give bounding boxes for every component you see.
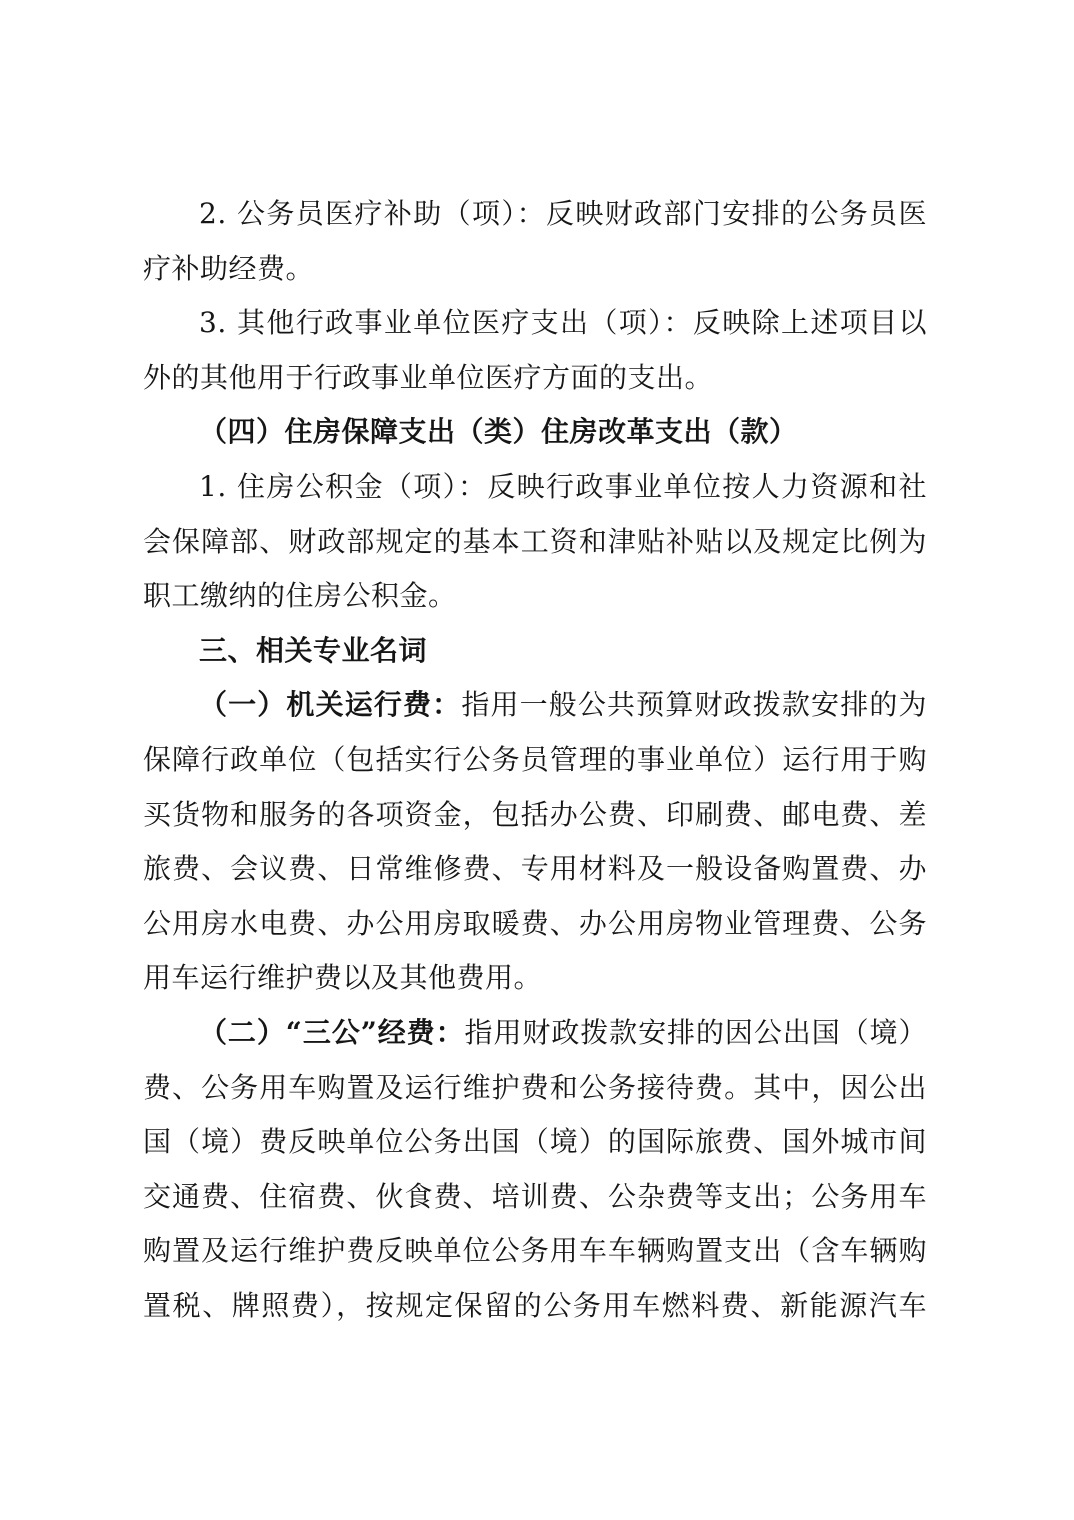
text-segment: 置税、牌照费），按规定保留的公务用车燃料费、新能源汽车: [143, 1288, 927, 1322]
text-line: [143, 187, 927, 242]
para-three-public-expenses: [143, 1006, 927, 1334]
text-line: [143, 515, 927, 570]
text-segment: 国（境）费反映单位公务出国（境）的国际旅费、国外城市间: [143, 1125, 927, 1159]
para-civil-servant-medical-subsidy: [143, 187, 927, 296]
text-line: [143, 1061, 927, 1116]
text-segment: 购置及运行维护费反映单位公务用车车辆购置支出（含车辆购: [143, 1234, 927, 1268]
text-segment: 会保障部、财政部规定的基本工资和津贴补贴以及规定比例为: [143, 524, 927, 558]
text-segment: 买货物和服务的各项资金，包括办公费、印刷费、邮电费、差: [143, 797, 927, 831]
text-segment: 外的其他用于行政事业单位医疗方面的支出。: [143, 360, 714, 394]
para-housing-provident-fund: [143, 460, 927, 624]
text-line: [143, 897, 927, 952]
text-line: [143, 1006, 927, 1061]
text-segment: 保障行政单位（包括实行公务员管理的事业单位）运行用于购: [143, 742, 927, 776]
text-segment: 交通费、住宿费、伙食费、培训费、公杂费等支出；公务用车: [143, 1179, 927, 1213]
text-segment: 用车运行维护费以及其他费用。: [143, 961, 543, 995]
document-body: [143, 187, 927, 1333]
text-line: [143, 842, 927, 897]
bold-text-segment: （一）机关运行费：: [199, 688, 462, 722]
text-line: [143, 296, 927, 351]
text-line: [143, 405, 927, 460]
text-line: [143, 1170, 927, 1225]
heading-housing-support-expense: [143, 405, 927, 460]
text-line: [143, 242, 927, 297]
text-segment: 职工缴纳的住房公积金。: [143, 579, 457, 613]
text-line: [143, 1224, 927, 1279]
text-line: [143, 678, 927, 733]
para-agency-operation-expense: [143, 678, 927, 1006]
text-segment: 公用房水电费、办公用房取暖费、办公用房物业管理费、公务: [143, 906, 927, 940]
text-line: [143, 624, 927, 679]
text-segment: 疗补助经费。: [143, 251, 315, 285]
text-segment: 1. 住房公积金（项）：反映行政事业单位按人力资源和社: [199, 469, 927, 503]
text-segment: 费、公务用车购置及运行维护费和公务接待费。其中，因公出: [143, 1070, 927, 1104]
text-line: [143, 1115, 927, 1170]
text-line: [143, 951, 927, 1006]
text-segment: 指用财政拨款安排的因公出国（境）: [464, 1015, 927, 1049]
text-segment: 旅费、会议费、日常维修费、专用材料及一般设备购置费、办: [143, 852, 927, 886]
text-line: [143, 788, 927, 843]
text-segment: 指用一般公共预算财政拨款安排的为: [461, 688, 927, 722]
para-other-admin-medical-expense: [143, 296, 927, 405]
text-line: [143, 460, 927, 515]
text-line: [143, 569, 927, 624]
text-line: [143, 351, 927, 406]
bold-text-segment: 三、相关专业名词: [199, 633, 428, 667]
bold-text-segment: （四）住房保障支出（类）住房改革支出（款）: [199, 415, 798, 449]
heading-related-terms: [143, 624, 927, 679]
text-line: [143, 733, 927, 788]
text-segment: 2. 公务员医疗补助（项）：反映财政部门安排的公务员医: [199, 197, 927, 230]
text-segment: 3. 其他行政事业单位医疗支出（项）：反映除上述项目以: [199, 306, 927, 340]
text-line: [143, 1279, 927, 1334]
bold-text-segment: （二）“三公”经费：: [199, 1015, 465, 1049]
